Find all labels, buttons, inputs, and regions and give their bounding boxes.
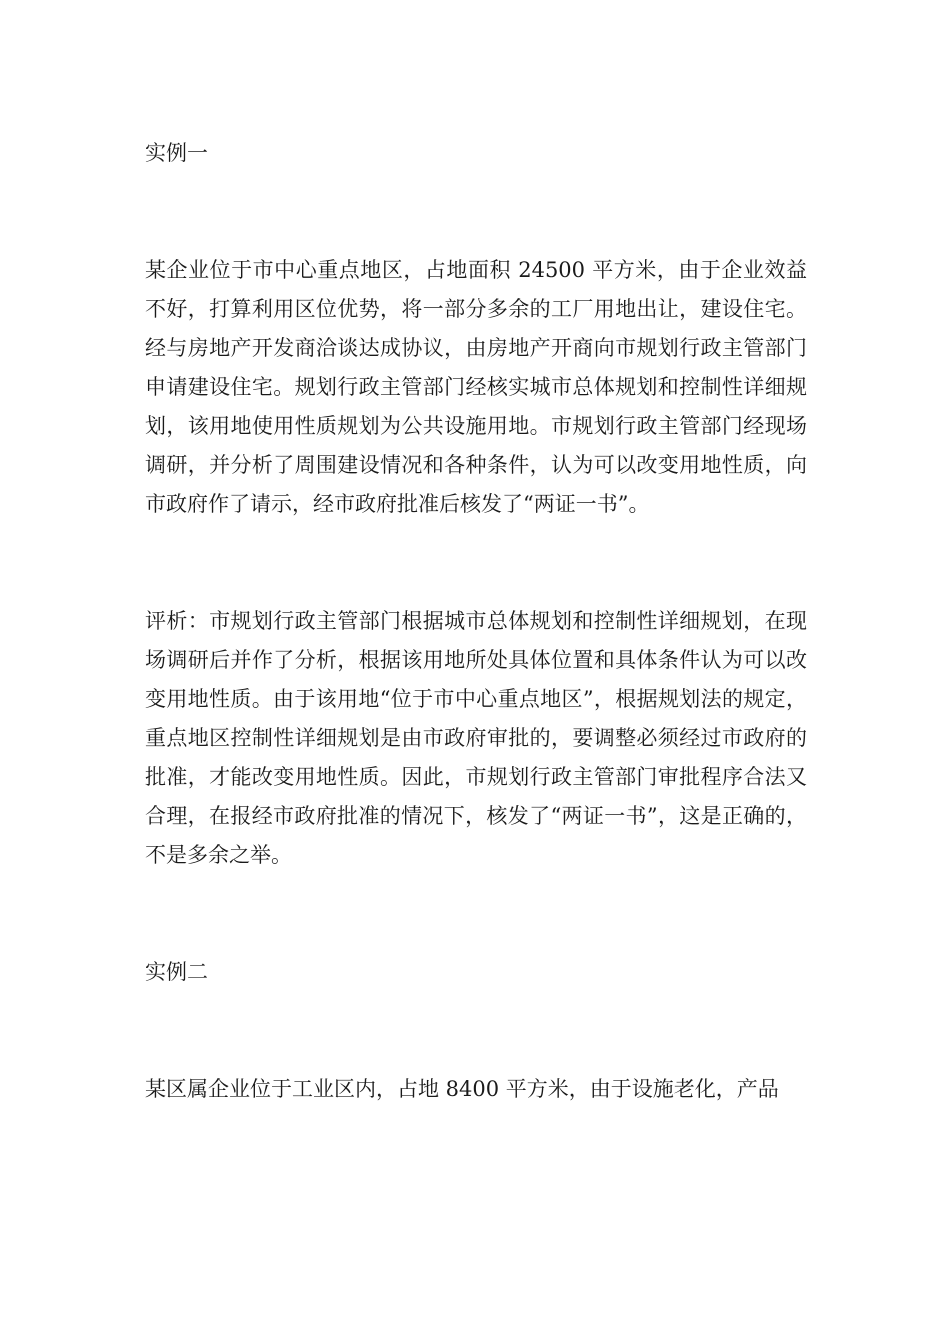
case1-analysis: 评析：市规划行政主管部门根据城市总体规划和控制性详细规划，在现场调研后并作了分析，根据该用地所处具体位置和具体条件认为可以改变用地性质。由于该用地“位于市中心重点地区”，根据规划法的规定，重点地区控制性详细规划是由市政府审批的，要调整必须经过市政府的批准，才能改变用地性质。因此，市规划行政主管部门审批程序合法又合理，在报经市政府批准的情况下，核发了“两证一书”，这是正确的，不是多余之举。 — [145, 609, 807, 867]
case1-paragraph: 某企业位于市中心重点地区，占地面积 24500 平方米，由于企业效益不好，打算利用区位优势，将一部分多余的工厂用地出让，建设住宅。经与房地产开发商洽谈达成协议，由房地产开商向市规划行政主管部门申请建设住宅。规划行政主管部门经核实城市总体规划和控制性详细规划，该用地使用性质规划为公共设施用地。市规划行政主管部门经现场调研，并分析了周围建设情况和各种条件，认为可以改变用地性质，向市政府作了请示，经市政府批准后核发了“两证一书”。 — [145, 258, 807, 516]
case1-heading: 实例一 — [145, 141, 208, 165]
case2-paragraph: 某区属企业位于工业区内，占地 8400 平方米，由于设施老化，产品 — [145, 1077, 779, 1101]
spacer — [145, 173, 807, 251]
spacer — [145, 875, 807, 953]
case2-heading: 实例二 — [145, 960, 208, 984]
document-body — [145, 134, 807, 1109]
spacer — [145, 524, 807, 602]
spacer — [145, 992, 807, 1070]
